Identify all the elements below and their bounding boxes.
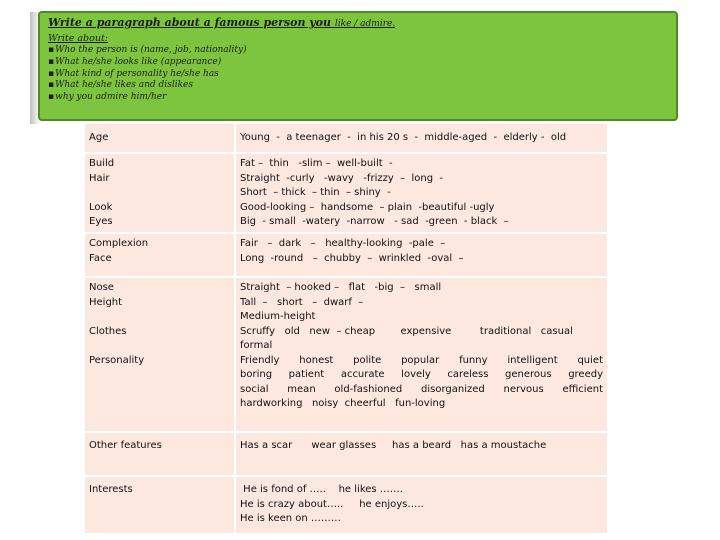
options-cell: Has a scar wear glasses has a beard has a moustache xyxy=(235,432,608,476)
instructions-list xyxy=(48,45,676,104)
category-cell: Nose Height Clothes Personality xyxy=(84,277,235,432)
category-cell: Other features xyxy=(84,432,235,476)
options-cell: He is fond of ….. he likes ……. He is crazy about….. he enjoys….. He is keen on ……… xyxy=(235,476,608,534)
instruction-item: ▪ Who the person is (name, job, nationality) xyxy=(48,45,676,57)
instructions-box xyxy=(38,11,678,121)
write-about-label: Write about: xyxy=(48,33,108,44)
instruction-item: ▪ What he/she looks like (appearance) xyxy=(48,57,676,69)
table-row xyxy=(84,123,608,153)
instruction-item: ▪ why you admire him/her xyxy=(48,92,676,104)
vocabulary-table xyxy=(83,122,609,535)
category-cell: Interests xyxy=(84,476,235,534)
instruction-item: ▪ What kind of personality he/she has xyxy=(48,69,676,81)
options-cell: Fair – dark – healthy-looking -pale – Long -round – chubby – wrinkled -oval – xyxy=(235,233,608,277)
options-cell: Straight – hooked – flat -big – small Tall – short – dwarf – Medium-height Scruffy old new – cheap expensive traditional casual formal Friendly honest polite popular funny intelligent quiet boring patient accurate lovely careless generous greedy social mean old-fashioned disorganized nervous efficient hardworking noisy cheerful fun-loving xyxy=(235,277,608,432)
table-row xyxy=(84,476,608,534)
instruction-item: ▪ What he/she likes and dislikes xyxy=(48,80,676,92)
table-row xyxy=(84,277,608,432)
table-row xyxy=(84,233,608,277)
options-cell: Fat – thin -slim – well-built - Straight -curly -wavy -frizzy – long - Short – thick – thin – shiny - Good-looking – handsome – plain -beautiful -ugly Big - small -watery -narrow - sad -green - black – xyxy=(235,153,608,233)
category-cell: Age xyxy=(84,123,235,153)
table-row xyxy=(84,432,608,476)
category-cell: Complexion Face xyxy=(84,233,235,277)
table-row xyxy=(84,153,608,233)
options-cell: Young - a teenager - in his 20 s - middle-aged - elderly - old xyxy=(235,123,608,153)
category-cell: Build Hair Look Eyes xyxy=(84,153,235,233)
instructions-title: Write a paragraph about a famous person you like / admire. xyxy=(48,16,396,29)
